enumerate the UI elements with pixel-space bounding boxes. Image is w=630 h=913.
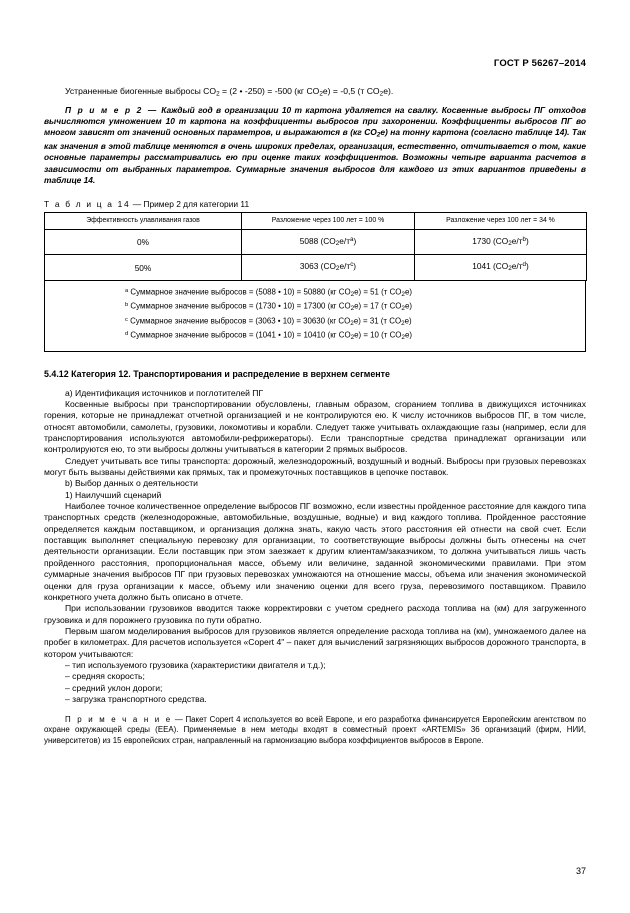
footnote-c: $^c$ Суммарное значение выбросов = (3063 • 10) = 30630 (кг $CO_2e) = 31$ (т $CO_2e$) xyxy=(125,316,412,327)
subsection-b-label: b) Выбор данных о деятельности xyxy=(65,478,198,489)
table-caption xyxy=(44,199,586,209)
note-text: — Пакет Copert 4 используется во всей Европе, и его разработка финансируется Европейским агентством по охране окружающей среды (EEA). Применяемые в нем методы входят в совместный проект «ARTEMIS» 36 организаций (фирм, НИИ, университетов) из 15 европейских стран, направленный на гармонизацию выбора коэффициентов выбросов в Европе. xyxy=(44,714,586,745)
col-header-efficiency: Эффективность улавливания газов xyxy=(45,213,242,230)
list-item: – средняя скорость; xyxy=(65,671,145,682)
paragraph-a-2: Следует учитывать все типы транспорта: дорожный, железнодорожный, воздушный и водный. Выбросы при грузовых перевозках могут быть вызваны действиями как прямых, так и промежуточных поставщиков в цепочке поставок. xyxy=(44,455,586,478)
subsection-b-1-label: 1) Наилучший сценарий xyxy=(65,489,162,500)
formula-text: Устраненные биогенные выбросы $CO_2 = (2$ • -250) = -500 (кг $CO_2e) = -0,5$ (т $CO_2e$). xyxy=(65,86,394,98)
col-header-decay-100: Разложение через 100 лет = 100 % xyxy=(242,213,415,230)
table-footnotes xyxy=(44,281,586,352)
cell-decay-34: 1041 $(CO_2e/т^d)$ xyxy=(415,255,587,280)
example-paragraph xyxy=(44,105,586,186)
cell-efficiency: 0% xyxy=(45,230,242,255)
table-header-row xyxy=(45,213,587,230)
list-item: – загрузка транспортного средства. xyxy=(65,694,207,705)
page-number: 37 xyxy=(575,866,586,876)
cell-decay-100: 5088 $(CO_2e/т^a)$ xyxy=(242,230,415,255)
list-item: – тип используемого грузовика (характеристики двигателя и т.д.); xyxy=(65,659,326,670)
note-paragraph xyxy=(44,715,586,747)
table-row xyxy=(45,230,587,255)
page-content xyxy=(44,86,586,747)
footnote-b: $^b$ Суммарное значение выбросов = (1730 • 10) = 17300 (кг $CO_2e) = 17$ (т $CO_2e$) xyxy=(125,301,412,313)
running-header: ГОСТ Р 56267–2014 xyxy=(493,58,586,69)
table-caption-text: — Пример 2 для категории 11 xyxy=(132,199,250,210)
copert-parameters-list xyxy=(44,660,586,706)
col-header-decay-34: Разложение через 100 лет = 34 % xyxy=(415,213,587,230)
list-item: – средний уклон дороги; xyxy=(65,682,163,693)
cell-decay-100: 3063 $(CO_2e/т^c)$ xyxy=(242,255,415,280)
example-label: П р и м е р 2 — xyxy=(65,104,158,115)
example-body: Каждый год в организации 10 т картона удаляется на свалку. Косвенные выбросы ПГ отходов вычисляются умножением 10 т картона на коэффициенты выбросов при захоронении. Коэффициенты выбросов ПГ во многом зависят от значений основных параметров, и выражаются в (кг $CO_2e$) на тонну картона (согласно таблице 14). Так как значения в этой таблице меняются в очень широких пределах, организация, естественно, отчитывается о том, какие основные параметры рассматривались ею при оценке таких коэффициентов. Возможны четыре варианта расчетов в зависимости от выбранных параметров. Суммарные значения выбросов для каждого из этих вариантов приведены в таблице 14. xyxy=(44,104,587,185)
paragraph-a-1: Косвенные выбросы при транспортировании обусловлены, главным образом, сгоранием топлива в движущихся источниках горения, которые не принадлежат отчетной организацией и не контролируются ею. К числу источников выбросов ПГ, в том числе, относят автомобили, самолеты, грузовики, локомотивы и корабли. Следует также учитывать охлаждающие газы (например, если для транспортирования используются автомобили-рефрижераторы). Если транспортные средства принадлежат организации или контролируются ею, то эти выбросы должны учитываться в категории 2 прямых выбросов. xyxy=(44,399,586,455)
table-row xyxy=(45,255,587,280)
cell-decay-34: 1730 $(CO_2e/т^b)$ xyxy=(415,230,587,255)
section-heading: 5.4.12 Категория 12. Транспортирования и распределение в верхнем сегменте xyxy=(44,368,390,379)
subsection-a-label: a) Идентификация источников и поглотителей ПГ xyxy=(65,387,264,398)
table-caption-label: Т а б л и ц а 14 xyxy=(44,199,131,210)
cell-efficiency: 50% xyxy=(45,255,242,280)
paragraph-b-3: Первым шагом моделирования выбросов для грузовиков является определение расхода топлива на (км), умножаемого далее на пробег в километрах. Для расчетов используется «Copert 4" – пакет для вычислений загрязняющих выбросов дорожного транспорта, в котором учитываются: xyxy=(44,625,586,659)
table-14 xyxy=(44,212,587,280)
paragraph-b-1: Наиболее точное количественное определение выбросов ПГ возможно, если известны пройденное расстояние для каждого типа транспортных средств (железнодорожные, автомобильные, воздушные, водные) и вид каждого топлива. Пройденное расстояние определяется каждым поставщиком, и организация должна знать, какую часть этого расстояния ей отнести на свой счет. Если поставщик выполняет специальную перевозку для организации, то соответствующие выбросы должны быть отнесены на счет деятельности организации. Если поставщик при этом заезжает к другим клиентам/заказчиком, то должна учитываться лишь часть пройденного расстояния, пропорциональная массе, объему или величине, заданной экономическими правилами. При этом суммарные значения выбросов ПГ при грузовых перевозках умножаются на отношение массы, объема или значения экономической оценки для груза организации к массе, объему или значению оценки для всего груза, перевозимого поставщиком. Правило конкретного учета должно быть описано в отчете. xyxy=(44,501,586,602)
formula-line xyxy=(44,86,586,100)
footnote-a: $^a$ Суммарное значение выбросов = (5088 • 10) = 50880 (кг $CO_2e) = 51$ (т $CO_2e$) xyxy=(125,287,412,298)
note-label: П р и м е ч а н и е xyxy=(65,714,173,724)
paragraph-b-2: При использовании грузовиков вводится также корректировки с учетом среднего расхода топлива на (км) для загруженного грузовика и для порожнего грузовика по пути обратно. xyxy=(44,603,586,625)
footnote-d: $^d$ Суммарное значение выбросов = (1041 • 10) = 10410 (кг $CO_2e) = 10$ (т $CO_2e$) xyxy=(125,330,412,342)
